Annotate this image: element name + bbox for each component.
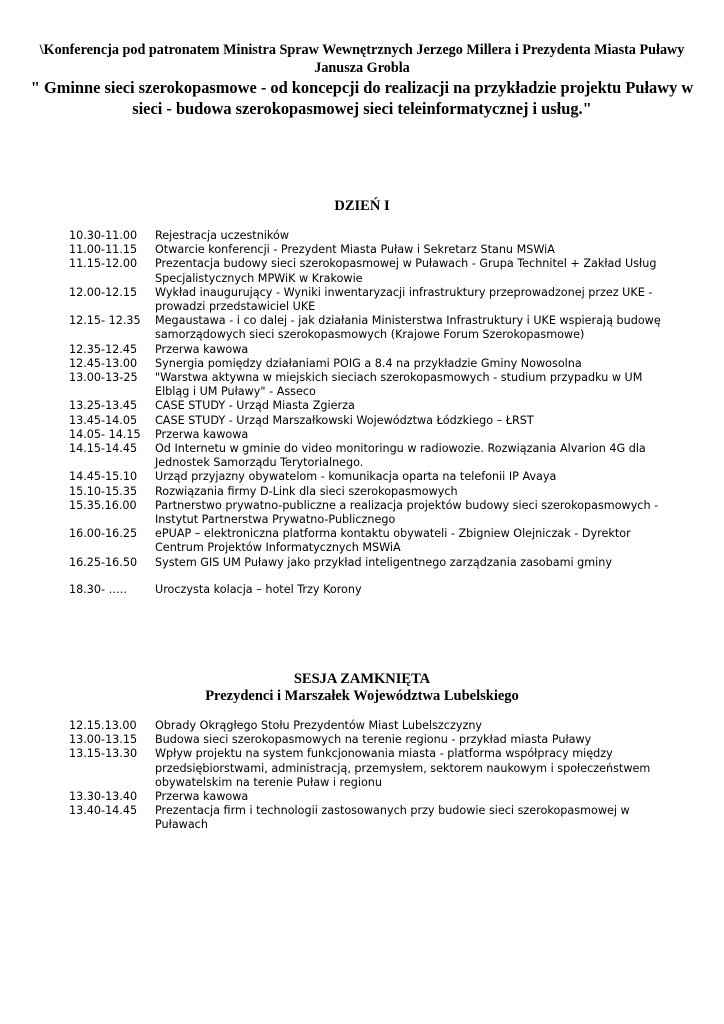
spacer	[69, 570, 669, 583]
day1-rows	[69, 229, 669, 570]
row-time: 12.15.13.00	[69, 719, 137, 732]
row-desc: Prezentacja budowy sieci szerokopasmowej w Puławach - Grupa Technitel + Zakład Usług Specjalistycznych MPWiK w Krakowie	[155, 257, 657, 285]
row-desc: Megaustawa - i co dalej - jak działania Ministerstwa Infrastruktury i UKE wspierają budowę samorządowych sieci szerokopasmowych (Krajowe Forum Szerokopasmowe)	[155, 314, 661, 342]
row-desc: Wykład inaugurujący - Wyniki inwentaryzacji infrastruktury przeprowadzonej przez UKE - prowadzi przedstawiciel UKE	[155, 285, 653, 314]
schedule-row	[69, 357, 669, 371]
row-desc: Otwarcie konferencji - Prezydent Miasta Puław i Sekretarz Stanu MSWiA	[155, 243, 555, 257]
row-time: 11.15-12.00	[69, 257, 138, 271]
row-time: 14.15-14.45	[69, 442, 138, 456]
row-time: 13.15-13.30	[69, 747, 138, 761]
row-desc: Partnerstwo prywatno-publiczne a realizacja projektów budowy sieci szerokopasmowych - Instytut Partnerstwa Prywatno-Publicznego	[155, 498, 659, 527]
schedule-row	[69, 343, 669, 357]
row-time: 16.25-16.50	[69, 555, 138, 569]
row-time: 12.15- 12.35	[69, 314, 141, 328]
row-desc: Przerwa kawowa	[155, 790, 249, 804]
schedule-row	[69, 499, 669, 527]
row-desc: Urząd przyjazny obywatelom - komunikacja oparta na telefonii IP Avaya	[155, 470, 557, 484]
conference-title: " Gminne sieci szerokopasmowe - od koncepcji do realizacji na przykładzie projektu Puławy w sieci - budowa szerokopasmowej sieci teleinformatycznej i usług."	[30, 78, 694, 118]
schedule-row	[69, 747, 669, 790]
schedule-row	[69, 442, 669, 470]
row-time: 18.30- …..	[69, 582, 127, 596]
schedule-row	[69, 286, 669, 314]
closed-session-subheading: Prezydenci i Marszałek Województwa Lubelskiego	[205, 688, 519, 704]
schedule-row	[69, 790, 669, 804]
schedule-row	[69, 243, 669, 257]
schedule-row-dinner	[69, 583, 669, 597]
row-time: 13.45-14.05	[69, 413, 138, 427]
row-time: 13.25-13.45	[69, 399, 138, 413]
row-time: 12.45-13.00	[69, 356, 138, 370]
row-time: 14.45-15.10	[69, 470, 138, 484]
day1-heading: DZIEŃ I	[334, 198, 390, 214]
schedule-row	[69, 527, 669, 555]
row-time: 11.00-11.15	[69, 243, 138, 257]
row-desc: Od Internetu w gminie do video monitoringu w radiowozie. Rozwiązania Alvarion 4G dla Jednostek Samorządu Terytorialnego.	[155, 442, 646, 470]
row-time: 13.00-13-25	[69, 371, 138, 385]
schedule-row	[69, 314, 669, 342]
row-time: 15.35.16.00	[69, 498, 137, 512]
schedule-row	[69, 371, 669, 399]
row-desc: Przerwa kawowa	[155, 342, 249, 356]
schedule-row	[69, 485, 669, 499]
schedule-row	[69, 470, 669, 484]
conference-patronage: \Konferencja pod patronatem Ministra Spraw Wewnętrznych Jerzego Millera i Prezydenta Miasta Puławy Janusza Grobla	[39, 42, 685, 76]
row-desc: Budowa sieci szerokopasmowych na terenie regionu - przykład miasta Puławy	[155, 733, 592, 747]
row-desc: "Warstwa aktywna w miejskich sieciach szerokopasmowych - studium przypadku w UM Elbląg i UM Puławy" - Asseco	[155, 371, 643, 399]
schedule-row	[69, 229, 669, 243]
row-desc: ePUAP – elektroniczna platforma kontaktu obywateli - Zbigniew Olejniczak - Dyrektor Centrum Projektów Informatycznych MSWiA	[155, 527, 631, 555]
row-time: 13.30-13.40	[69, 790, 138, 804]
schedule-row	[69, 804, 669, 832]
row-desc: Prezentacja firm i technologii zastosowanych przy budowie sieci szerokopasmowej w Puławach	[155, 804, 630, 832]
row-desc: Synergia pomiędzy działaniami POIG a 8.4 na przykładzie Gminy Nowosolna	[155, 356, 582, 370]
row-desc: Przerwa kawowa	[155, 427, 249, 441]
closed-session-schedule	[69, 719, 669, 833]
row-desc: System GIS UM Puławy jako przykład inteligentnego zarządzania zasobami gminy	[155, 555, 612, 569]
row-desc: Rozwiązania firmy D-Link dla sieci szerokopasmowych	[155, 484, 458, 498]
row-desc: Wpływ projektu na system funkcjonowania miasta - platforma współpracy między przedsiębiorstwami, administracją, przemysłem, sektorem naukowym i społeczeństwem obywatelskim na terenie Puław i regionu	[155, 747, 651, 789]
row-time: 12.35-12.45	[69, 342, 138, 356]
schedule-row	[69, 399, 669, 413]
day1-schedule	[69, 229, 669, 597]
row-time: 16.00-16.25	[69, 527, 138, 541]
schedule-row	[69, 257, 669, 285]
closed-session-rows	[69, 719, 669, 833]
document-header	[30, 41, 694, 119]
schedule-row	[69, 414, 669, 428]
row-time: 13.00-13.15	[69, 733, 138, 747]
schedule-row	[69, 428, 669, 442]
schedule-row	[69, 719, 669, 733]
closed-session-heading: SESJA ZAMKNIĘTA	[293, 671, 431, 687]
row-time: 15.10-15.35	[69, 484, 138, 498]
row-time: 12.00-12.15	[69, 285, 138, 299]
schedule-row	[69, 733, 669, 747]
row-time: 14.05- 14.15	[69, 427, 141, 441]
row-desc: Rejestracja uczestników	[155, 229, 289, 242]
row-desc: Obrady Okrągłego Stołu Prezydentów Miast Lubelszczyzny	[155, 719, 483, 732]
row-desc: Uroczysta kolacja – hotel Trzy Korony	[155, 582, 362, 596]
schedule-row	[69, 556, 669, 570]
row-desc: CASE STUDY - Urząd Miasta Zgierza	[155, 399, 355, 413]
row-time: 13.40-14.45	[69, 804, 138, 818]
row-time: 10.30-11.00	[69, 229, 138, 242]
row-desc: CASE STUDY - Urząd Marszałkowski Województwa Łódzkiego – ŁRST	[155, 413, 534, 427]
